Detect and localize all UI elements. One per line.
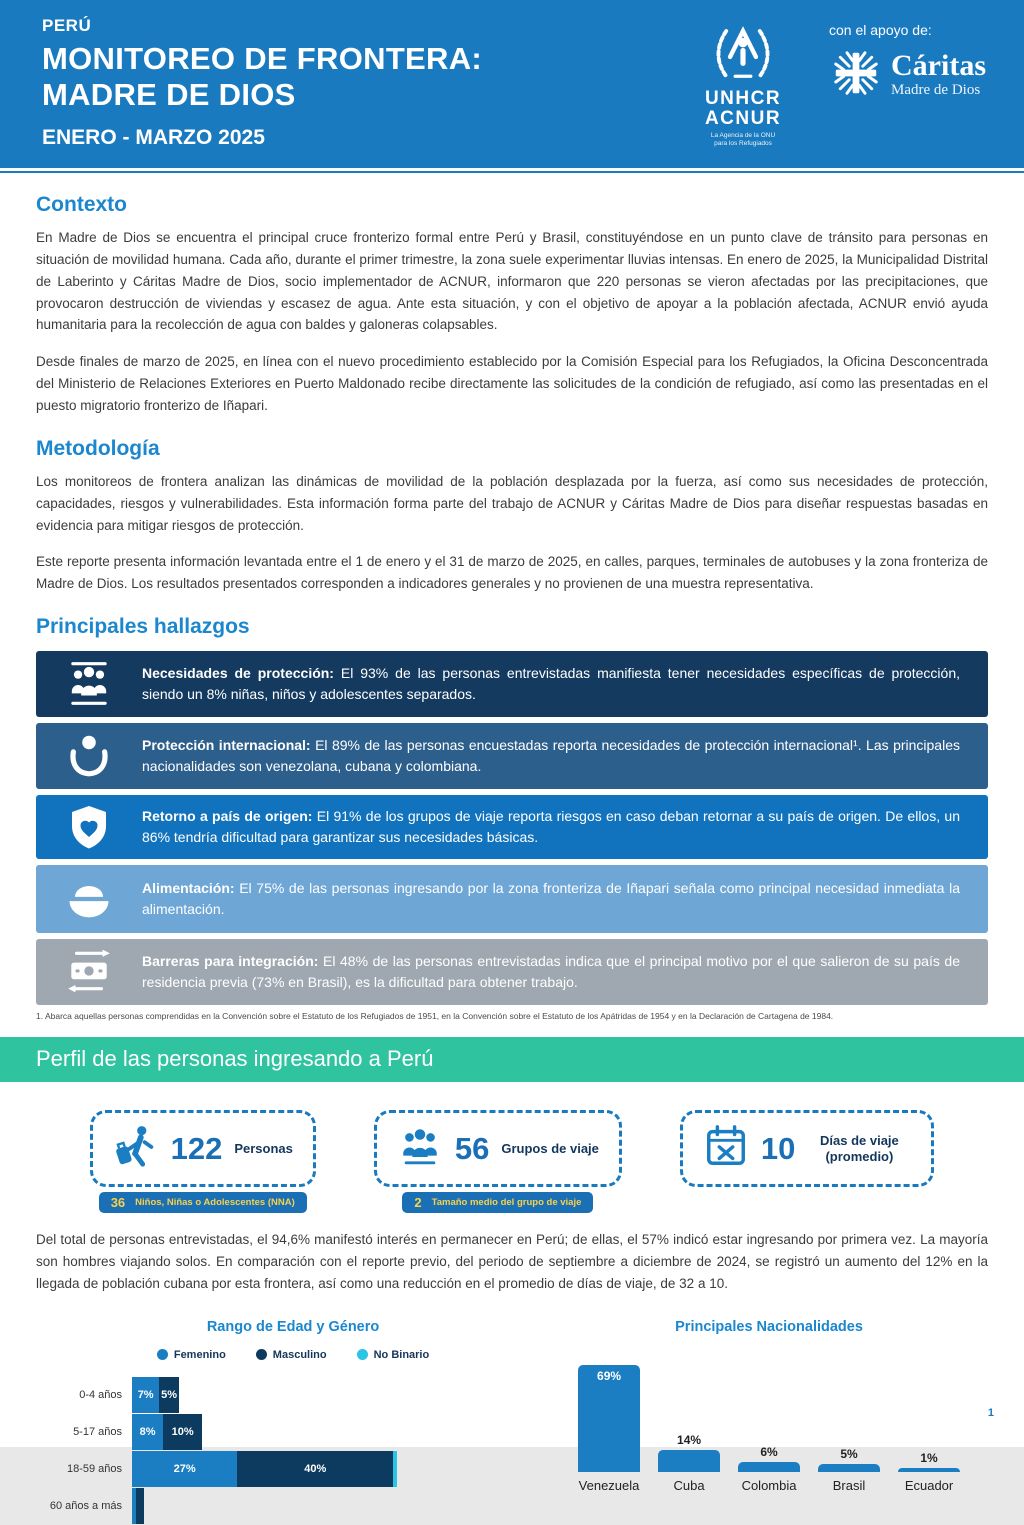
calendar-x-icon bbox=[703, 1123, 749, 1174]
unhcr-emblem-icon bbox=[711, 71, 775, 88]
charts-section bbox=[36, 1319, 988, 1525]
bar bbox=[818, 1464, 880, 1472]
report-period: ENERO - MARZO 2025 bbox=[42, 125, 265, 149]
nationality-bar-column bbox=[818, 1447, 880, 1493]
unhcr-logo: UNHCR ACNUR La Agencia de la ONU para los Refugiados bbox=[687, 22, 799, 168]
nationality-bar-column bbox=[898, 1451, 960, 1493]
bar-segment: 5% bbox=[159, 1377, 179, 1413]
finding-row-retorno bbox=[36, 795, 988, 859]
header-logos bbox=[687, 22, 986, 168]
bar-segment: 8% bbox=[132, 1414, 163, 1450]
stat-label: Grupos de viaje bbox=[501, 1140, 599, 1156]
header-divider bbox=[0, 168, 1024, 173]
bar bbox=[898, 1468, 960, 1472]
footnote: 1. Abarca aquellas personas comprendidas en la Convención sobre el Estatuto de los Refugiados de 1951, en la Convención sobre el Estatuto de los Apátridas de 1954 y en la Declaración de Cartagena de 1984. bbox=[36, 1011, 834, 1022]
finding-row-proteccion bbox=[36, 651, 988, 717]
legend-dot bbox=[357, 1349, 368, 1360]
profile-paragraph: Del total de personas entrevistadas, el 94,6% manifestó interés en permanecer en Perú; de ellas, el 57% indicó estar ingresando por primera vez. La mayoría son hombres viajando solos. En comparación con el reporte previo, del periodo de septiembre a diciembre de 2024, se registró un aumento del 12% en la llegada de población cubana por esta frontera, así como una reducción en el promedio de días de viaje, de 32 a 10. bbox=[36, 1232, 988, 1291]
shield-heart-icon bbox=[36, 803, 142, 851]
nationality-bar-column bbox=[738, 1445, 800, 1492]
stat-value: 10 bbox=[760, 1130, 796, 1166]
age-gender-legend bbox=[36, 1349, 550, 1361]
bar-segment: 40% bbox=[237, 1451, 393, 1487]
finding-text: Retorno a país de origen: El 91% de los grupos de viaje reporta riesgos en caso deban retornar a su país de origen. De ellos, un 86% tendría dificultad para garantizar sus necesidades básicas. bbox=[142, 808, 960, 846]
bar bbox=[658, 1450, 720, 1472]
bar-segment bbox=[393, 1451, 397, 1487]
nationality-chart bbox=[550, 1319, 988, 1525]
stat-personas bbox=[90, 1110, 316, 1213]
bar-value-label: 5% bbox=[840, 1446, 858, 1461]
finding-text: Barreras para integración: El 48% de las personas entrevistadas indica que el principal motivo por el que salieron de su país de residencia previa (73% en Brasil), es la dificultad para obtener trabajo. bbox=[142, 953, 960, 991]
bar bbox=[738, 1462, 800, 1471]
nationality-bar-column bbox=[658, 1433, 720, 1493]
age-gender-chart-title: Rango de Edad y Género bbox=[206, 1318, 380, 1335]
finding-row-integracion bbox=[36, 939, 988, 1005]
profile-band-title: Perfil de las personas ingresando a Perú bbox=[0, 1037, 1024, 1082]
report-header bbox=[0, 0, 1024, 168]
metodologia-paragraph-1: Los monitoreos de frontera analizan las dinámicas de movilidad de la población desplazada por la fuerza, así como sus necesidades de protección, capacidades, riesgos y vulnerabilidades. Esta información forma parte del trabajo de ACNUR y Cáritas Madre de Dios para diseñar respuestas basadas en evidencia para mitigar riesgos de protección. bbox=[36, 473, 988, 533]
stat-sub-personas: 36 Niños, Niñas o Adolescentes (NNA) bbox=[99, 1192, 307, 1213]
hallazgos-heading: Principales hallazgos bbox=[36, 615, 250, 639]
stat-value: 56 bbox=[454, 1130, 490, 1166]
bar-segment bbox=[136, 1488, 144, 1524]
bar-category-label: Colombia bbox=[741, 1477, 797, 1493]
finding-row-alimentacion bbox=[36, 865, 988, 933]
stat-sub-grupos: 2 Tamaño medio del grupo de viaje bbox=[402, 1192, 593, 1213]
money-transfer-icon bbox=[36, 947, 142, 997]
nationality-bars bbox=[550, 1365, 988, 1493]
group-icon bbox=[397, 1123, 443, 1174]
bar-category-label: Ecuador bbox=[904, 1477, 954, 1493]
bar-category-label: Brasil bbox=[832, 1477, 866, 1493]
hands-holding-person-icon bbox=[36, 731, 142, 781]
legend-item: Femenino bbox=[157, 1349, 226, 1361]
stat-value: 122 bbox=[170, 1130, 223, 1166]
contexto-paragraph-1: En Madre de Dios se encuentra el principal cruce fronterizo formal entre Perú y Brasil, constituyéndose en un punto clave de tránsito para personas en situación de movilidad humana. Cada año, durante el primer trimestre, la zona suele experimentar lluvias intensas. En enero de 2025, la Municipalidad Distrital de Laberinto y Cáritas Madre de Dios, socio implementador de ACNUR, informaron que 220 personas se vieron afectadas por las precipitaciones, que provocaron destrucción de viviendas y escasez de agua. Ante esta situación, y con el objetivo de apoyar a la población afectada, ACNUR envió ayuda humanitaria para la recolección de agua con baldes y galoneras colapsables. bbox=[36, 230, 988, 333]
finding-row-internacional bbox=[36, 723, 988, 789]
legend-dot bbox=[256, 1349, 267, 1360]
stat-label: Personas bbox=[234, 1140, 293, 1156]
bar-category-label: Venezuela bbox=[578, 1477, 640, 1493]
age-row: 18-59 años 27% 40% bbox=[36, 1451, 550, 1488]
bar-segment: 7% bbox=[132, 1377, 159, 1413]
stat-dias bbox=[680, 1110, 934, 1187]
caritas-block bbox=[829, 22, 986, 168]
caritas-subtitle: Madre de Dios bbox=[891, 82, 981, 99]
bar-value-label: 1% bbox=[920, 1450, 938, 1465]
contexto-paragraph-2: Desde finales de marzo de 2025, en línea con el nuevo procedimiento establecido por la Comisión Especial para los Refugiados, la Oficina Desconcentrada del Ministerio de Relaciones Exteriores en Puerto Maldonado recibe directamente las solicitudes de la condición de refugiado, así como las presentadas en el puesto migratorio fronterizo de Iñapari. bbox=[36, 354, 988, 414]
people-group-icon bbox=[36, 659, 142, 709]
stat-grupos bbox=[374, 1110, 622, 1213]
stat-label: Días de viaje (promedio) bbox=[820, 1133, 899, 1164]
bar-segment: 10% bbox=[163, 1414, 202, 1450]
page-number: 1 bbox=[987, 1407, 994, 1419]
finding-text: Alimentación: El 75% de las personas ingresando por la zona fronteriza de Iñapari señala como principal necesidad inmediata la alimentación. bbox=[142, 880, 960, 918]
support-label: con el apoyo de: bbox=[829, 22, 932, 38]
header-title-block bbox=[42, 16, 482, 168]
caritas-emblem-icon bbox=[829, 46, 883, 105]
bar bbox=[578, 1365, 640, 1472]
food-bowl-icon bbox=[36, 873, 142, 925]
age-row: 0-4 años 7% 5% bbox=[36, 1377, 550, 1414]
finding-text: Necesidades de protección: El 93% de las personas entrevistadas manifiesta tener necesidades específicas de protección, siendo un 8% niñas, niños y adolescentes separados. bbox=[142, 665, 960, 703]
age-gender-chart bbox=[36, 1319, 550, 1525]
metodologia-heading: Metodología bbox=[36, 436, 160, 460]
bar-value-label: 69% bbox=[597, 1368, 622, 1383]
legend-dot bbox=[157, 1349, 168, 1360]
bar-segment: 27% bbox=[132, 1451, 237, 1487]
age-row: 60 años a más bbox=[36, 1488, 550, 1525]
page-title: MONITOREO DE FRONTERA: MADRE DE DIOS bbox=[42, 41, 483, 112]
caritas-name: Cáritas bbox=[891, 48, 986, 82]
nationality-bar-column bbox=[578, 1365, 640, 1493]
contexto-heading: Contexto bbox=[36, 193, 127, 216]
age-gender-rows bbox=[36, 1377, 550, 1525]
country-label: PERÚ bbox=[42, 16, 92, 35]
metodologia-paragraph-2: Este reporte presenta información levantada entre el 1 de enero y el 31 de marzo de 2025, en calles, parques, terminales de autobuses y la zona fronteriza de Madre de Dios. Los resultados presentados corresponden a indicadores generales y no provienen de una muestra representativa. bbox=[36, 554, 988, 592]
profile-stats bbox=[36, 1110, 988, 1213]
legend-item: Masculino bbox=[256, 1349, 327, 1361]
bar-value-label: 14% bbox=[677, 1433, 702, 1447]
traveler-icon bbox=[113, 1123, 159, 1174]
bar-value-label: 6% bbox=[760, 1445, 778, 1460]
finding-text: Protección internacional: El 89% de las personas encuestadas reporta necesidades de protección internacional¹. Las principales nacionalidades son venezolana, cubana y colombiana. bbox=[142, 737, 960, 775]
findings-list bbox=[36, 651, 988, 1005]
bar-category-label: Cuba bbox=[673, 1477, 705, 1493]
age-row: 5-17 años 8% 10% bbox=[36, 1414, 550, 1451]
legend-item: No Binario bbox=[357, 1349, 430, 1361]
nationality-chart-title: Principales Nacionalidades bbox=[675, 1318, 863, 1335]
